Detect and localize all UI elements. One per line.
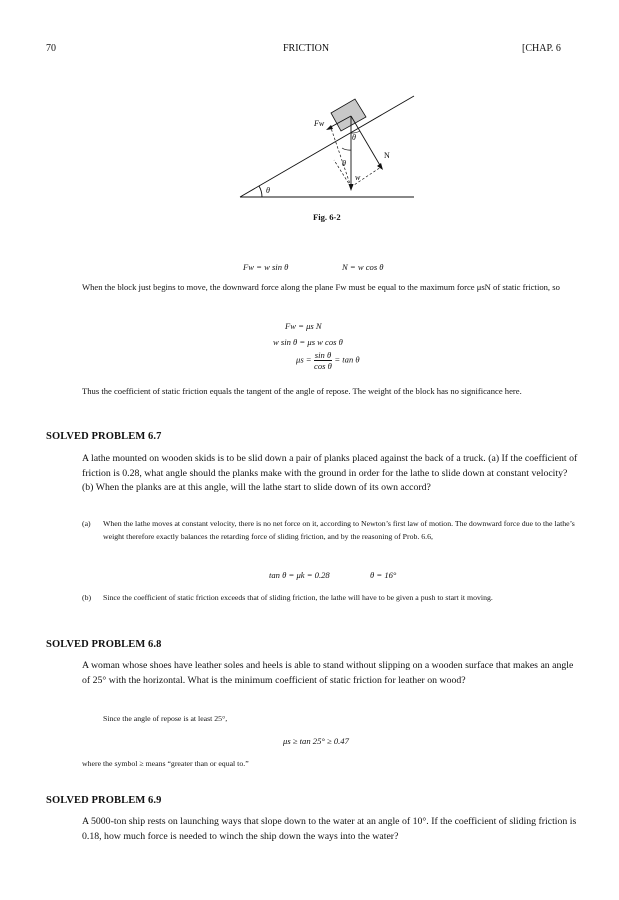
theta-label-base: θ	[266, 186, 270, 195]
equation-mu-tan	[296, 350, 360, 371]
lower-angle-arc	[342, 148, 351, 150]
fw-arrowhead	[326, 125, 333, 130]
inclined-plane-figure	[0, 0, 619, 230]
dashed-to-fw	[331, 128, 351, 187]
part-a-label: (a)	[82, 519, 91, 528]
equation-n: N = w cos θ	[342, 262, 384, 272]
chapter-reference: [CHAP. 6	[522, 43, 561, 54]
normal-label: N	[384, 151, 390, 160]
equation-fw-mu: Fw = μs N	[285, 321, 322, 331]
incline-angle-arc	[259, 186, 262, 197]
problem-6-8-statement: A woman whose shoes have leather soles and heels is able to stand without slipping on a wooden surface that makes an angle of 25° with the horizontal. What is the minimum coefficient of static friction for leather on wood?	[82, 660, 574, 686]
incline-line	[240, 96, 414, 197]
problem-6-8-solution-intro: Since the angle of repose is at least 25°,	[103, 714, 228, 723]
theta-label-lower: θ	[342, 159, 346, 168]
equation-mu-lhs: μs =	[296, 354, 312, 365]
intro-paragraph: When the block just begins to move, the downward force along the plane Fw must be equal to the maximum force μsN of static friction, so	[82, 282, 560, 292]
part-b-label: (b)	[82, 593, 92, 602]
fraction-numerator: sin θ	[314, 350, 332, 360]
fw-label: Fw	[314, 119, 325, 128]
equation-mu-25: μs ≥ tan 25° ≥ 0.47	[283, 736, 349, 746]
fraction-denominator: cos θ	[314, 361, 332, 371]
problem-6-9-heading: SOLVED PROBLEM 6.9	[46, 795, 162, 806]
figure-caption: Fig. 6-2	[313, 212, 341, 222]
part-b-text: Since the coefficient of static friction exceeds that of sliding friction, the lathe will have to be given a push to start it moving.	[103, 593, 493, 602]
block	[331, 99, 366, 131]
problem-6-7-heading: SOLVED PROBLEM 6.7	[46, 431, 162, 442]
problem-6-7-statement: A lathe mounted on wooden skids is to be slid down a pair of planks placed against the back of a truck. (a) If the coefficient of friction is 0.28, what angle should the planks make with the ground in order for the lathe to slide down at constant velocity? (b) When the planks are at this angle, will the lathe start to slide down of its own accord?	[82, 453, 578, 493]
problem-6-8-heading: SOLVED PROBLEM 6.8	[46, 639, 162, 650]
problem-6-9-statement: A 5000-ton ship rests on launching ways that slope down to the water at an angle of 10°. If the coefficient of sliding friction is 0.18, how much force is needed to winch the ship down the ways into the water?	[82, 816, 577, 842]
equation-wsin: w sin θ = μs w cos θ	[273, 337, 343, 347]
theta-label-upper: θ	[352, 133, 356, 142]
page-number: 70	[46, 43, 56, 54]
weight-arrowhead	[349, 184, 354, 191]
equation-fw: Fw = w sin θ	[243, 262, 289, 272]
problem-6-8-note: where the symbol ≥ means “greater than or equal to.”	[82, 759, 249, 768]
conclusion-paragraph: Thus the coefficient of static friction equals the tangent of the angle of repose. The weight of the block has no significance here.	[82, 386, 522, 396]
chapter-title: FRICTION	[283, 43, 330, 54]
equation-fraction	[314, 350, 332, 371]
equation-theta-16: θ = 16°	[370, 570, 397, 580]
equation-mu-rhs: = tan θ	[334, 354, 360, 365]
part-a-text: When the lathe moves at constant velocity, there is no net force on it, according to Newton’s first law of motion. The downward force due to the lathe’s weight therefore exactly balances the retarding force of sliding friction, and by the reasoning of Prob. 6.6,	[103, 519, 575, 541]
weight-label: w	[355, 173, 361, 182]
equation-tan-mu-k: tan θ = μk = 0.28	[269, 570, 330, 580]
